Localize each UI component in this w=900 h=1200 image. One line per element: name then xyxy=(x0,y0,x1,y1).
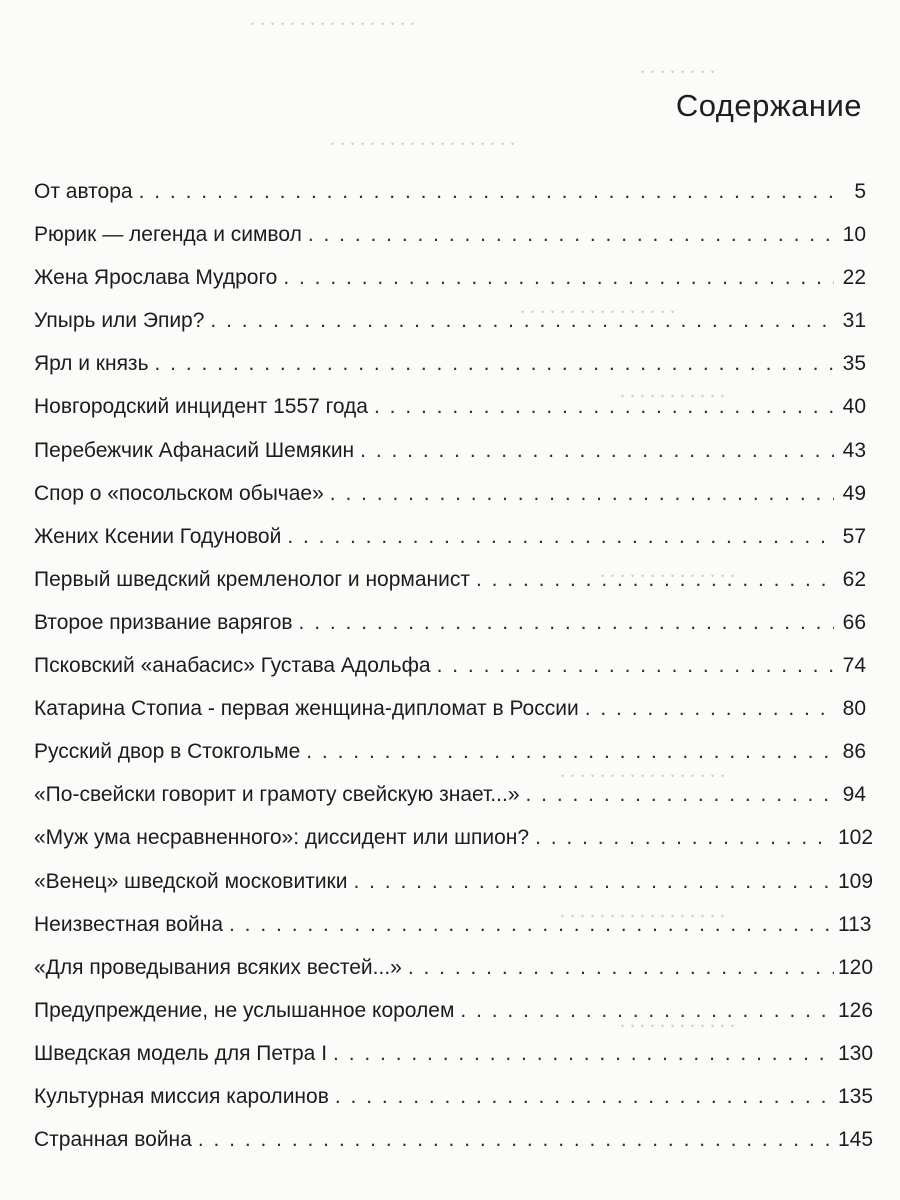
toc-row-2[interactable] xyxy=(34,213,866,256)
toc-page-number: 109 xyxy=(838,869,874,893)
toc-title: «Для проведывания всяких вестей...» xyxy=(34,955,402,979)
toc-page-number: 74 xyxy=(842,654,866,678)
toc-row-16[interactable] xyxy=(34,816,874,859)
table-of-contents xyxy=(34,170,874,1161)
toc-title: Второе призвание варягов xyxy=(34,610,293,634)
toc-title: «По-свейски говорит и грамоту свейскую знает...» xyxy=(34,783,520,807)
toc-leader-dots xyxy=(155,342,834,385)
toc-title: Первый шведский кремленолог и норманист xyxy=(34,567,470,591)
toc-row-11[interactable] xyxy=(34,601,866,644)
toc-title: Странная война xyxy=(34,1128,192,1152)
toc-row-1[interactable] xyxy=(34,170,866,213)
toc-row-5[interactable] xyxy=(34,342,866,385)
toc-leader-dots xyxy=(476,558,834,601)
toc-title: Русский двор в Стокгольме xyxy=(34,740,301,764)
toc-title: Неизвестная война xyxy=(34,912,224,936)
toc-page-number: 94 xyxy=(842,783,866,807)
toc-title: От автора xyxy=(34,180,133,203)
toc-row-8[interactable] xyxy=(34,472,866,515)
toc-row-7[interactable] xyxy=(34,429,866,472)
toc-row-14[interactable] xyxy=(34,730,866,773)
toc-page-number: 49 xyxy=(842,481,866,505)
toc-title: Предупреждение, не услышанное королем xyxy=(34,998,455,1022)
toc-row-15[interactable] xyxy=(34,773,866,816)
toc-title: Упырь или Эпир? xyxy=(34,309,205,333)
toc-title: Шведская модель для Петра I xyxy=(34,1041,328,1065)
toc-title: Псковский «анабасис» Густава Адольфа xyxy=(34,654,431,678)
toc-leader-dots xyxy=(139,170,834,213)
toc-page-number: 35 xyxy=(842,352,866,376)
toc-row-13[interactable] xyxy=(34,687,866,730)
page-title: Содержание xyxy=(675,88,862,123)
page-show-through: . . . . . . . . . . . . . . . . . . . . . . . . . . . . . . . . . . . . . . . . . . . . . . . . . . . . . . . . . . . . . . . . . . . . . . . . . . . . . . . . . . . . . . . . . . . . . . . . . . . . . . . . . . . . . . . . . . . . . . . . . . . . . . . . . . . xyxy=(250,8,735,1032)
toc-page-number: 62 xyxy=(842,567,866,591)
toc-title: «Муж ума несравненного»: диссидент или шпион? xyxy=(34,826,530,850)
toc-title: Новгородский инцидент 1557 года xyxy=(34,395,368,419)
toc-row-20[interactable] xyxy=(34,989,874,1032)
toc-title: Ярл и князь xyxy=(34,352,149,376)
toc-page-number: 135 xyxy=(838,1084,874,1108)
toc-row-9[interactable] xyxy=(34,515,866,558)
toc-row-12[interactable] xyxy=(34,644,866,687)
toc-page-number: 120 xyxy=(838,955,874,979)
toc-page-number: 80 xyxy=(842,697,866,721)
toc-leader-dots xyxy=(330,472,834,515)
toc-row-3[interactable] xyxy=(34,256,866,299)
toc-page-number: 66 xyxy=(842,610,866,634)
toc-row-6[interactable] xyxy=(34,385,866,428)
toc-page-number: 43 xyxy=(842,438,866,462)
toc-page-number: 130 xyxy=(838,1041,874,1065)
toc-leader-dots xyxy=(437,644,834,687)
toc-leader-dots xyxy=(299,601,834,644)
toc-leader-dots xyxy=(210,299,834,342)
toc-row-23[interactable] xyxy=(34,1118,874,1161)
toc-leader-dots xyxy=(408,946,834,989)
toc-title: Спор о «посольском обычае» xyxy=(34,481,324,505)
toc-title: Жених Ксении Годуновой xyxy=(34,524,282,548)
toc-page-number: 102 xyxy=(838,826,874,850)
toc-leader-dots xyxy=(460,989,834,1032)
toc-row-18[interactable] xyxy=(34,903,872,946)
toc-row-22[interactable] xyxy=(34,1075,874,1118)
toc-page-number: 5 xyxy=(854,180,866,203)
toc-page-number: 22 xyxy=(842,266,866,290)
toc-title: Перебежчик Афанасий Шемякин xyxy=(34,438,355,462)
toc-page-number: 31 xyxy=(842,309,866,333)
toc-title: Катарина Стопиа - первая женщина-дипломат в России xyxy=(34,697,579,721)
toc-leader-dots xyxy=(308,213,834,256)
toc-page-number: 86 xyxy=(842,740,866,764)
toc-row-4[interactable] xyxy=(34,299,866,342)
toc-leader-dots xyxy=(333,1032,834,1075)
toc-title: «Венец» шведской московитики xyxy=(34,869,348,893)
toc-leader-dots xyxy=(283,256,834,299)
toc-page-number: 145 xyxy=(838,1128,874,1152)
toc-page-number: 40 xyxy=(842,395,866,419)
toc-title: Культурная миссия каролинов xyxy=(34,1084,329,1108)
toc-leader-dots xyxy=(353,860,834,903)
toc-leader-dots xyxy=(335,1075,834,1118)
toc-title: Рюрик — легенда и символ xyxy=(34,223,302,247)
toc-page-number: 57 xyxy=(842,524,866,548)
toc-page-number: 126 xyxy=(838,998,874,1022)
toc-leader-dots xyxy=(526,773,835,816)
toc-leader-dots xyxy=(306,730,834,773)
toc-page-number: 10 xyxy=(842,223,866,247)
toc-row-10[interactable] xyxy=(34,558,866,601)
toc-leader-dots xyxy=(585,687,834,730)
toc-leader-dots xyxy=(360,429,834,472)
toc-leader-dots xyxy=(287,515,834,558)
toc-leader-dots xyxy=(198,1118,834,1161)
toc-row-19[interactable] xyxy=(34,946,874,989)
toc-title: Жена Ярослава Мудрого xyxy=(34,266,278,290)
toc-row-21[interactable] xyxy=(34,1032,874,1075)
toc-leader-dots xyxy=(229,903,834,946)
toc-page-number: 113 xyxy=(838,912,872,936)
toc-leader-dots xyxy=(535,816,834,859)
toc-row-17[interactable] xyxy=(34,860,874,903)
toc-leader-dots xyxy=(374,385,834,428)
